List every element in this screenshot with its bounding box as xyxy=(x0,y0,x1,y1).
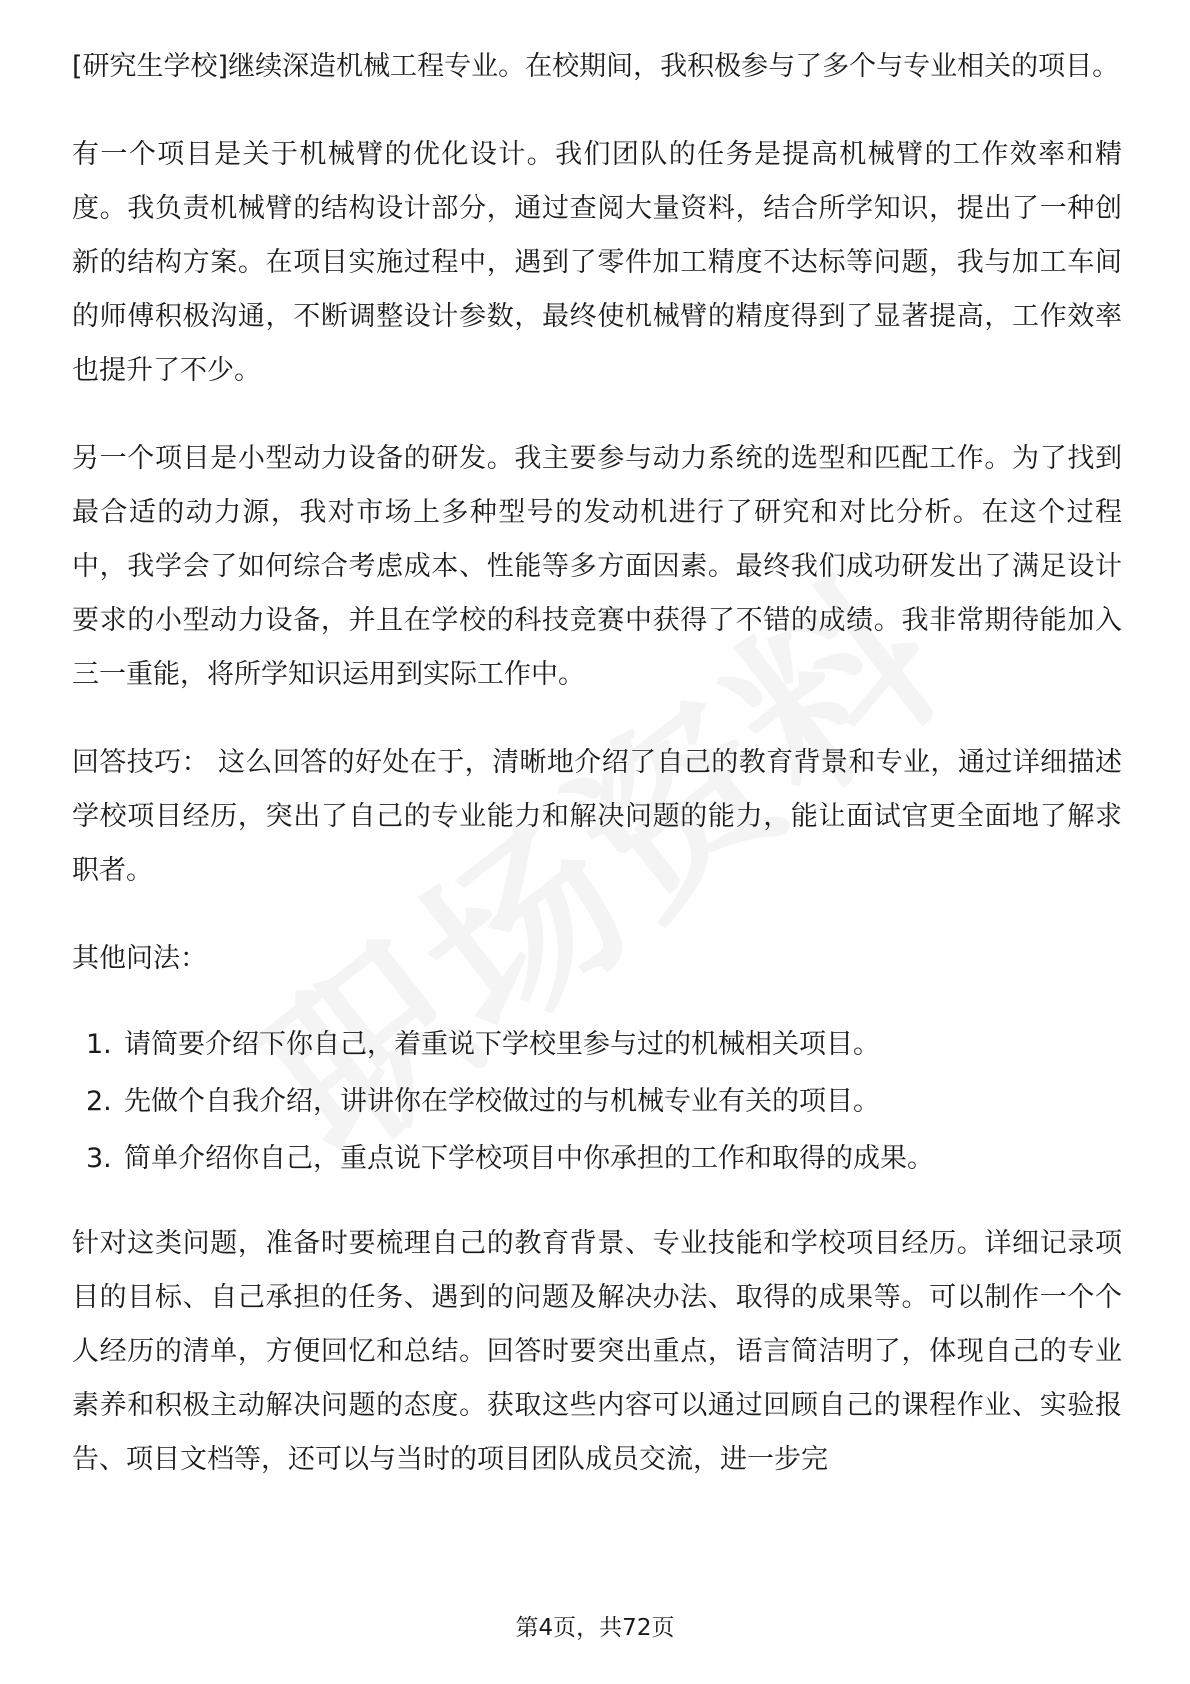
paragraph-answer-tips: 回答技巧： 这么回答的好处在于，清晰地介绍了自己的教育背景和专业，通过详细描述学校项目经历，突出了自己的专业能力和解决问题的能力，能让面试官更全面地了解求职者。 xyxy=(72,747,1122,886)
paragraph-education: [研究生学校]继续深造机械工程专业。在校期间，我积极参与了多个与专业相关的项目。 xyxy=(72,51,1120,82)
list-item-number: 2. xyxy=(86,1086,112,1117)
list-item xyxy=(72,1073,1122,1130)
paragraph-preparation-advice: 针对这类问题，准备时要梳理自己的教育背景、专业技能和学校项目经历。详细记录项目的目标、自己承担的任务、遇到的问题及解决办法、取得的成果等。可以制作一个个人经历的清单，方便回忆和总结。回答时要突出重点，语言简洁明了，体现自己的专业素养和积极主动解决问题的态度。获取这些内容可以通过回顾自己的课程作业、实验报告、项目文档等，还可以与当时的项目团队成员交流，进一步完 xyxy=(72,1228,1122,1475)
list-item xyxy=(72,1130,1122,1187)
paragraph-project-power-device: 另一个项目是小型动力设备的研发。我主要参与动力系统的选型和匹配工作。为了找到最合适的动力源，我对市场上多种型号的发动机进行了研究和对比分析。在这个过程中，我学会了如何综合考虑成本、性能等多方面因素。最终我们成功研发出了满足设计要求的小型动力设备，并且在学校的科技竞赛中获得了不错的成绩。我非常期待能加入三一重能，将所学知识运用到实际工作中。 xyxy=(72,443,1122,690)
list-item xyxy=(72,1016,1122,1073)
alt-questions-list xyxy=(72,1016,1122,1187)
list-item-number: 1. xyxy=(86,1029,112,1060)
list-item-text: 请简要介绍下你自己，着重说下学校里参与过的机械相关项目。 xyxy=(124,1029,880,1060)
list-item-number: 3. xyxy=(86,1143,112,1174)
paragraph-project-robot-arm: 有一个项目是关于机械臂的优化设计。我们团队的任务是提高机械臂的工作效率和精度。我负责机械臂的结构设计部分，通过查阅大量资料，结合所学知识，提出了一种创新的结构方案。在项目实施过程中，遇到了零件加工精度不达标等问题，我与加工车间的师傅积极沟通，不断调整设计参数，最终使机械臂的精度得到了显著提高，工作效率也提升了不少。 xyxy=(72,139,1122,386)
paragraph-other-phrasings-heading: 其他问法： xyxy=(72,943,207,974)
list-item-text: 简单介绍你自己，重点说下学校项目中你承担的工作和取得的成果。 xyxy=(124,1143,934,1174)
page-number: 第4页，共72页 xyxy=(515,1615,675,1641)
list-item-text: 先做个自我介绍，讲讲你在学校做过的与机械专业有关的项目。 xyxy=(124,1086,880,1117)
page-content xyxy=(72,40,1122,1521)
